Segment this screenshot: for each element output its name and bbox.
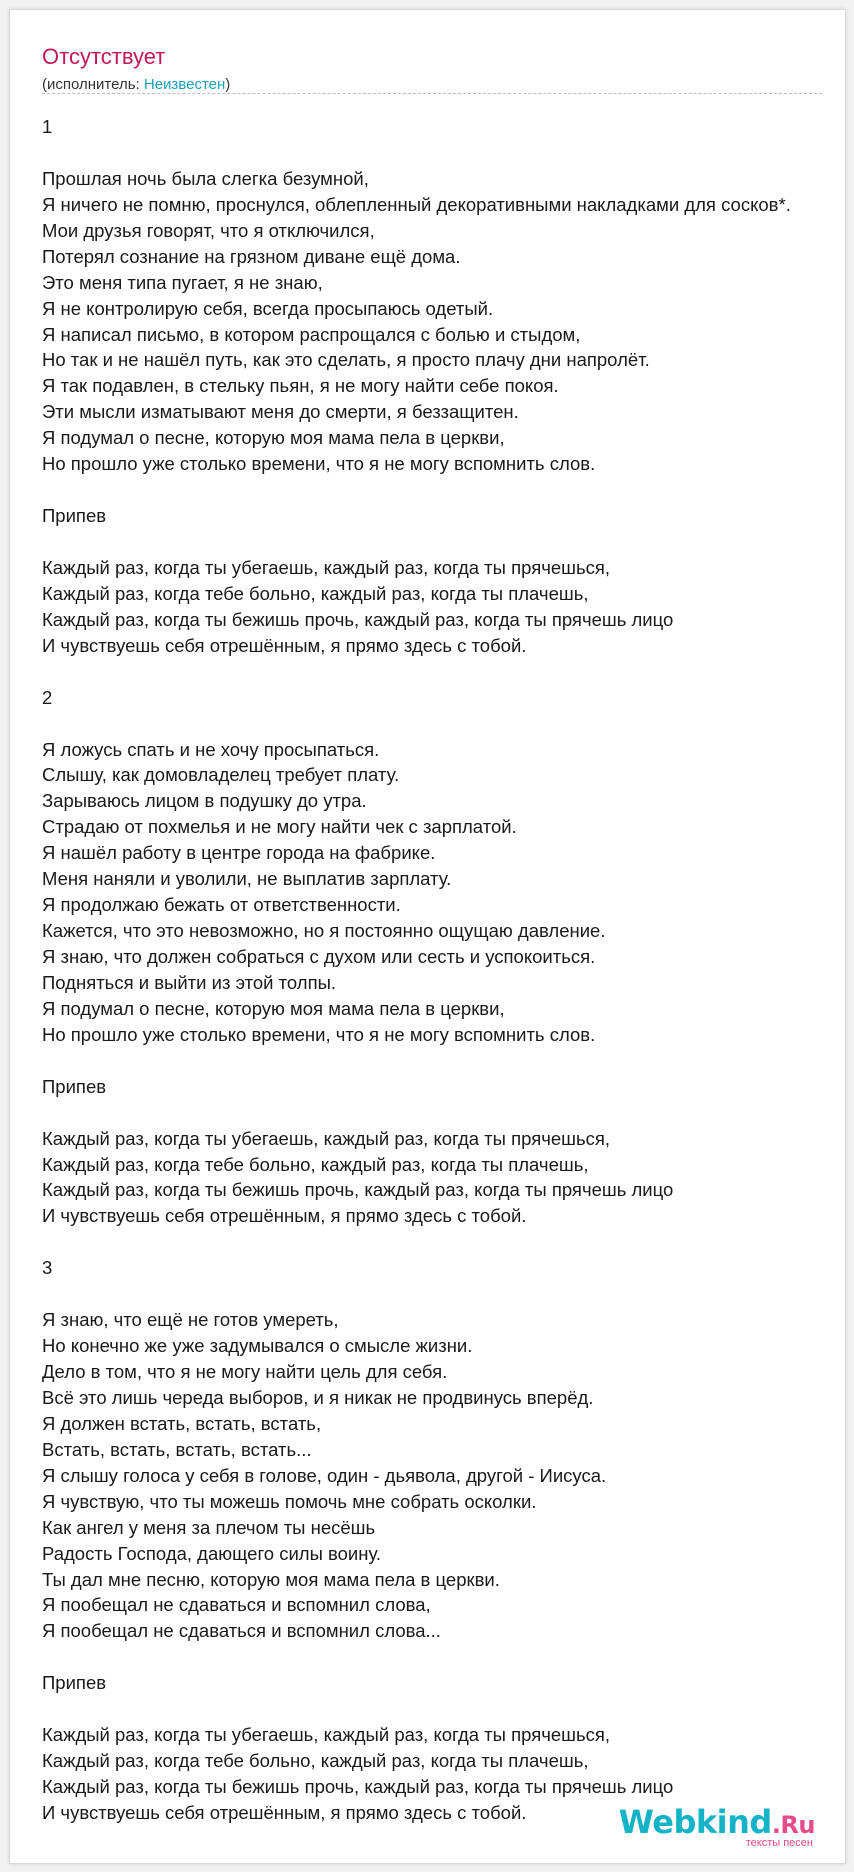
lyric-line: И чувствуешь себя отрешённым, я прямо здесь с тобой.	[42, 1205, 527, 1227]
lyric-line: Ты дал мне песню, которую моя мама пела в церкви.	[42, 1568, 500, 1590]
lyric-line: Я не контролирую себя, всегда просыпаюсь одетый.	[42, 297, 494, 319]
logo-main: Webkind	[618, 1803, 772, 1841]
lyric-line: И чувствуешь себя отрешённым, я прямо здесь с тобой.	[42, 1801, 527, 1823]
lyric-line: 2	[42, 686, 53, 708]
lyric-line: Каждый раз, когда ты убегаешь, каждый раз, когда ты прячешься,	[42, 1724, 611, 1746]
lyric-line: Каждый раз, когда ты убегаешь, каждый раз, когда ты прячешься,	[42, 556, 611, 578]
lyric-line: Я продолжаю бежать от ответственности.	[42, 894, 401, 916]
webkind-logo[interactable]	[619, 1804, 815, 1849]
lyric-line: Припев	[42, 1075, 107, 1097]
lyric-blank-line	[42, 1281, 846, 1307]
logo-tagline: тексты песен	[745, 1837, 813, 1849]
lyric-line: Каждый раз, когда тебе больно, каждый раз, когда ты плачешь,	[42, 1750, 589, 1772]
lyric-line: Каждый раз, когда тебе больно, каждый раз, когда ты плачешь,	[42, 582, 589, 604]
lyric-line: Зарываюсь лицом в подушку до утра.	[42, 790, 367, 812]
lyric-line: Я подумал о песне, которую моя мама пела в церкви,	[42, 427, 505, 449]
lyrics-text	[42, 114, 846, 1826]
lyric-line: Я пообещал не сдаваться и вспомнил слова,	[42, 1594, 431, 1616]
song-header	[42, 44, 230, 94]
artist-line	[42, 76, 230, 94]
lyric-blank-line	[42, 529, 846, 555]
artist-link[interactable]: Неизвестен	[143, 76, 226, 93]
lyric-line: Но прошло уже столько времени, что я не могу вспомнить слов.	[42, 453, 596, 475]
lyric-line: Дело в том, что я не могу найти цель для себя.	[42, 1361, 448, 1382]
lyric-blank-line	[42, 477, 846, 503]
lyric-line: Я должен встать, встать, встать,	[42, 1412, 322, 1434]
lyric-blank-line	[42, 140, 846, 166]
song-title: Отсутствует	[42, 44, 166, 69]
lyric-line: Всё это лишь череда выборов, и я никак не продвинусь вперёд.	[42, 1386, 594, 1408]
lyric-line: Но так и не нашёл путь, как это сделать, я просто плачу дни напролёт.	[42, 349, 650, 371]
lyric-line: Я так подавлен, в стельку пьян, я не могу найти себе покоя.	[42, 375, 559, 397]
logo-suffix: .Ru	[771, 1811, 815, 1839]
lyric-blank-line	[42, 1229, 846, 1255]
lyric-line: Я подумал о песне, которую моя мама пела в церкви,	[42, 997, 505, 1019]
lyric-blank-line	[42, 1644, 846, 1670]
lyric-line: Каждый раз, когда ты бежишь прочь, каждый раз, когда ты прячешь лицо	[42, 1776, 674, 1797]
lyric-line: Это меня типа пугает, я не знаю,	[42, 271, 323, 293]
lyric-line: Эти мысли изматывают меня до смерти, я беззащитен.	[42, 401, 519, 423]
lyric-line: Я написал письмо, в котором распрощался с болью и стыдом,	[42, 323, 581, 345]
lyric-line: Прошлая ночь была слегка безумной,	[42, 167, 369, 189]
lyric-line: Я ложусь спать и не хочу просыпаться.	[42, 738, 380, 760]
lyric-line: Страдаю от похмелья и не могу найти чек с зарплатой.	[42, 816, 517, 838]
lyric-line: И чувствуешь себя отрешённым, я прямо здесь с тобой.	[42, 634, 527, 656]
lyric-line: Встать, встать, встать, встать...	[42, 1438, 312, 1460]
lyric-line: Мои друзья говорят, что я отключился,	[42, 219, 375, 241]
lyric-blank-line	[42, 1696, 846, 1722]
lyric-blank-line	[42, 1100, 846, 1126]
lyric-line: Я нашёл работу в центре города на фабрике.	[42, 842, 436, 864]
lyric-line: Но прошло уже столько времени, что я не могу вспомнить слов.	[42, 1023, 596, 1045]
lyric-line: Я чувствую, что ты можешь помочь мне собрать осколки.	[42, 1490, 537, 1512]
lyric-line: Я знаю, что должен собраться с духом или сесть и успокоиться.	[42, 946, 596, 967]
lyric-line: Радость Господа, дающего силы воину.	[42, 1542, 382, 1564]
lyrics-page	[9, 9, 846, 1864]
lyric-line: Я знаю, что ещё не готов умереть,	[42, 1309, 339, 1331]
lyric-line: Каждый раз, когда ты бежишь прочь, каждый раз, когда ты прячешь лицо	[42, 608, 674, 630]
lyric-line: Я пообещал не сдаваться и вспомнил слова...	[42, 1620, 441, 1642]
lyric-line: Я слышу голоса у себя в голове, один - дьявола, другой - Иисуса.	[42, 1464, 607, 1486]
artist-prefix: (исполнитель:	[42, 76, 144, 93]
lyric-line: 3	[42, 1257, 53, 1279]
lyric-line: Как ангел у меня за плечом ты несёшь	[42, 1516, 376, 1538]
lyric-line: Кажется, что это невозможно, но я постоянно ощущаю давление.	[42, 920, 606, 942]
lyric-line: Слышу, как домовладелец требует плату.	[42, 764, 400, 786]
lyric-line: 1	[42, 116, 53, 137]
lyric-blank-line	[42, 711, 846, 737]
lyric-line: Каждый раз, когда тебе больно, каждый раз, когда ты плачешь,	[42, 1153, 589, 1175]
lyric-line: Подняться и выйти из этой толпы.	[42, 971, 337, 993]
lyric-line: Я ничего не помню, проснулся, облепленный декоративными накладками для сосков*.	[42, 193, 791, 215]
header-divider	[42, 93, 822, 94]
lyric-line: Меня наняли и уволили, не выплатив зарплату.	[42, 868, 452, 890]
lyric-blank-line	[42, 1048, 846, 1074]
lyric-line: Припев	[42, 1672, 107, 1694]
lyric-line: Потерял сознание на грязном диване ещё дома.	[42, 245, 461, 267]
artist-suffix: )	[225, 76, 231, 93]
lyric-blank-line	[42, 659, 846, 685]
lyric-line: Припев	[42, 505, 107, 527]
lyric-line: Каждый раз, когда ты убегаешь, каждый раз, когда ты прячешься,	[42, 1127, 611, 1149]
lyric-line: Каждый раз, когда ты бежишь прочь, каждый раз, когда ты прячешь лицо	[42, 1179, 674, 1201]
lyric-line: Но конечно же уже задумывался о смысле жизни.	[42, 1335, 473, 1357]
